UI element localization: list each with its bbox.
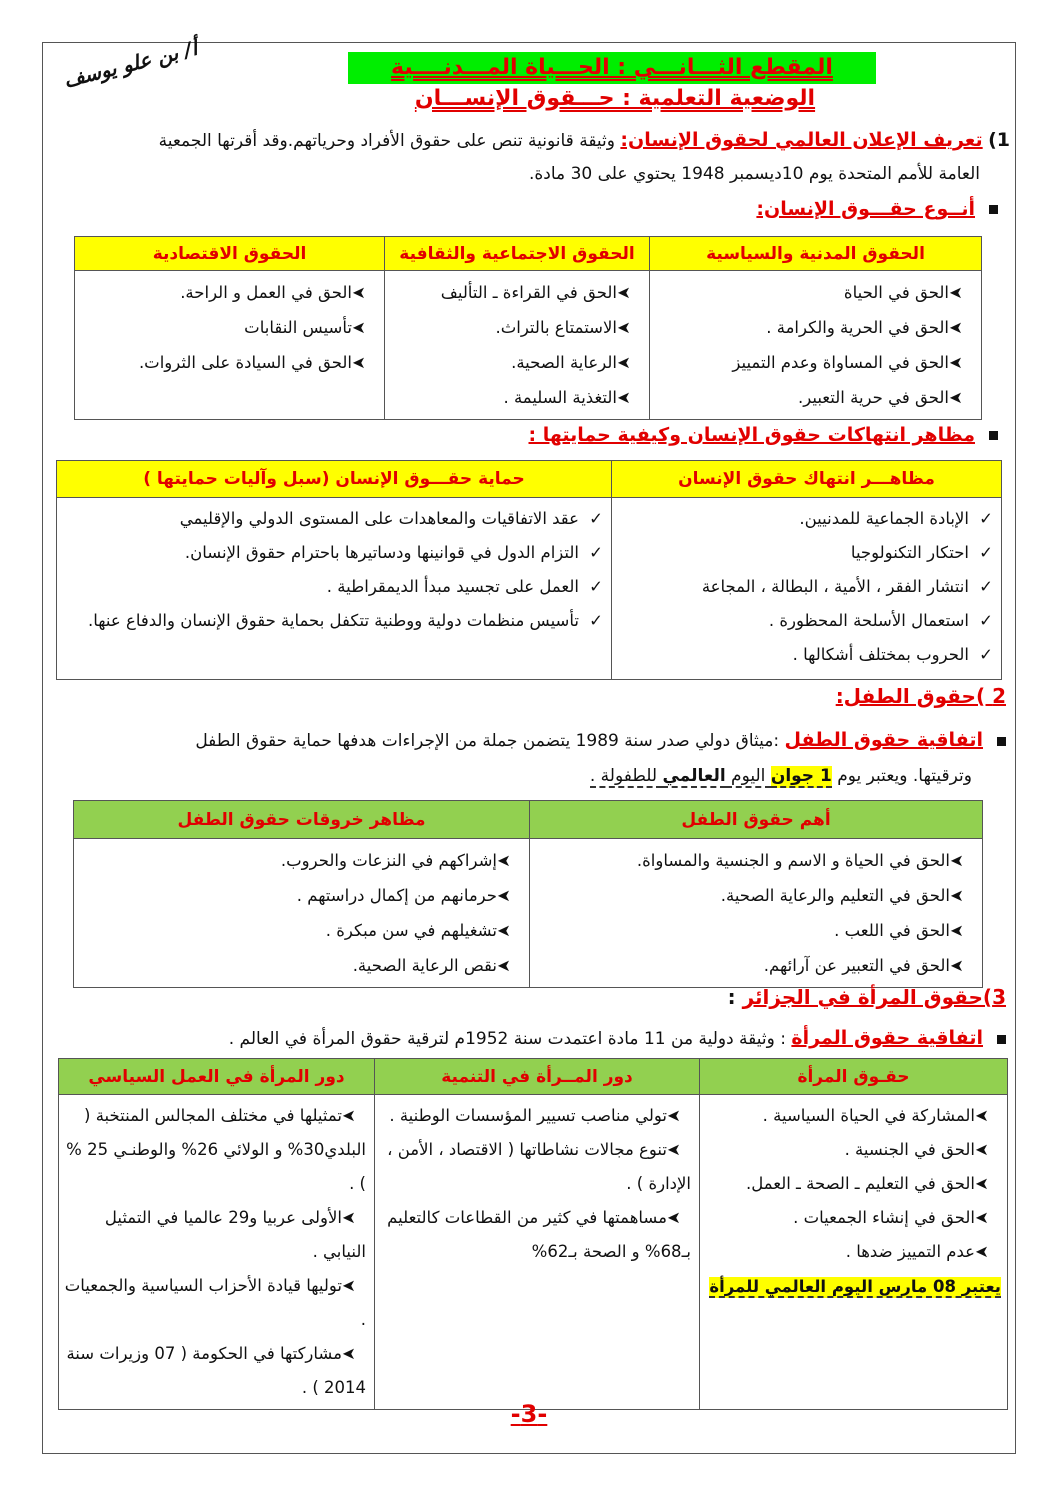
list-item bbox=[654, 345, 973, 380]
list-item bbox=[534, 948, 974, 983]
list-item-text: الحق في المساواة وعدم التمييز bbox=[732, 353, 949, 372]
list-item-text: الحق في الحرية والكرامة . bbox=[766, 318, 949, 337]
arrow-bullet-icon: ➤ bbox=[975, 1242, 989, 1261]
violations-table bbox=[56, 460, 1002, 680]
list-item bbox=[654, 380, 973, 415]
child-day-date: 1 جوان bbox=[770, 766, 832, 786]
child-day-text bbox=[590, 758, 972, 794]
col-header: الحقوق الاقتصادية bbox=[75, 237, 385, 271]
text: اليوم bbox=[725, 766, 771, 786]
list-item bbox=[379, 1099, 691, 1133]
definition-text-line2: العامة للأمم المتحدة يوم 10ديسمبر 1948 يحتوي على 30 مادة. bbox=[529, 164, 980, 184]
arrow-bullet-icon: ➤ bbox=[949, 353, 963, 372]
list-item-text: الأولى عربيا و29 عالميا في التمثيل النيابي . bbox=[104, 1208, 366, 1261]
check-icon: ✓ bbox=[979, 645, 993, 664]
col-header: دور المــرأة في التنمية bbox=[375, 1059, 700, 1095]
list-item-text: نقص الرعاية الصحية. bbox=[352, 956, 497, 975]
arrow-bullet-icon: ➤ bbox=[975, 1174, 989, 1193]
list-item-text: حرمانهم من إكمال دراستهم . bbox=[296, 886, 497, 905]
definition-term: تعريف الإعلان العالمي لحقوق الإنسان: bbox=[620, 129, 983, 151]
list-item-text: الحق في الحياة و الاسم و الجنسية والمساواة. bbox=[636, 851, 950, 870]
col-header: حقـوق المرأة bbox=[700, 1059, 1008, 1095]
list-item-text: عقد الاتفاقيات والمعاهدات على المستوى الدولي والإقليمي bbox=[179, 509, 579, 528]
list-item bbox=[78, 878, 521, 913]
list-item bbox=[78, 843, 521, 878]
list-item bbox=[379, 1201, 691, 1269]
check-icon: ✓ bbox=[979, 611, 993, 630]
list-item-text: الاستمتاع بالتراث. bbox=[495, 318, 617, 337]
text: : bbox=[727, 985, 743, 1009]
list-item bbox=[704, 1235, 999, 1269]
list-item bbox=[379, 1133, 691, 1201]
list-item bbox=[704, 1133, 999, 1167]
list-item bbox=[704, 1201, 999, 1235]
list-item-text: التغذية السليمة . bbox=[503, 388, 617, 407]
list-item bbox=[61, 604, 603, 638]
list-item bbox=[389, 380, 641, 415]
arrow-bullet-icon: ➤ bbox=[617, 388, 631, 407]
section-3-heading bbox=[728, 985, 1006, 1009]
list-item-text: الحروب بمختلف أشكالها . bbox=[792, 645, 969, 664]
arrow-bullet-icon: ➤ bbox=[617, 283, 631, 302]
arrow-bullet-icon: ➤ bbox=[949, 318, 963, 337]
list-item bbox=[63, 1269, 366, 1337]
arrow-bullet-icon: ➤ bbox=[950, 886, 964, 905]
list-item bbox=[79, 345, 376, 380]
text: : وثيقة دولية من 11 مادة اعتمدت سنة 1952م لترقية حقوق المرأة في العالم . bbox=[228, 1029, 792, 1049]
list-item-text: الحق في اللعب . bbox=[834, 921, 950, 940]
list-item-text: الرعاية الصحية. bbox=[511, 353, 617, 372]
text: للطفولة . bbox=[589, 766, 663, 786]
violations-heading-text: مظاهر انتهاكات حقوق الإنسان وكيفية حمايتها : bbox=[528, 424, 975, 446]
text: وترقيتها. ويعتبر يوم bbox=[831, 766, 972, 786]
list-item bbox=[79, 275, 376, 310]
list-item-text: الحق في إنشاء الجمعيات . bbox=[793, 1208, 975, 1227]
col-header: دور المرأة في العمل السياسي bbox=[59, 1059, 375, 1095]
list-item-text: الحق في القراءة ـ التأليف bbox=[440, 283, 617, 302]
list-item-text: الحق في الجنسية . bbox=[844, 1140, 975, 1159]
child-rights-table bbox=[73, 800, 983, 988]
section-number: 1) bbox=[988, 129, 1010, 151]
list-item-text: الحق في العمل و الراحة. bbox=[180, 283, 352, 302]
list-item bbox=[389, 345, 641, 380]
list-item bbox=[704, 1099, 999, 1133]
arrow-bullet-icon: ➤ bbox=[975, 1140, 989, 1159]
list-item bbox=[63, 1337, 366, 1405]
list-item bbox=[704, 1167, 999, 1201]
arrow-bullet-icon: ➤ bbox=[352, 353, 366, 372]
list-item-text: إشراكهم في النزعات والحروب. bbox=[280, 851, 497, 870]
arrow-bullet-icon: ➤ bbox=[950, 851, 964, 870]
list-item bbox=[654, 310, 973, 345]
arrow-bullet-icon: ➤ bbox=[617, 353, 631, 372]
list-item bbox=[61, 570, 603, 604]
list-item bbox=[78, 913, 521, 948]
arrow-bullet-icon: ➤ bbox=[342, 1106, 356, 1125]
check-icon: ✓ bbox=[979, 509, 993, 528]
list-item bbox=[61, 536, 603, 570]
arrow-bullet-icon: ➤ bbox=[975, 1208, 989, 1227]
check-icon: ✓ bbox=[589, 543, 603, 562]
list-item bbox=[63, 1201, 366, 1269]
list-item bbox=[616, 536, 993, 570]
list-item bbox=[389, 275, 641, 310]
arrow-bullet-icon: ➤ bbox=[667, 1140, 681, 1159]
col-header: مظاهـــر انتهاك حقوق الإنسان bbox=[612, 461, 1002, 498]
list-item bbox=[63, 1099, 366, 1201]
list-item-text: تشغيلهم في سن مبكرة . bbox=[325, 921, 497, 940]
arrow-bullet-icon: ➤ bbox=[497, 921, 511, 940]
check-icon: ✓ bbox=[589, 577, 603, 596]
list-item-text: الحق في الحياة bbox=[843, 283, 949, 302]
check-icon: ✓ bbox=[979, 543, 993, 562]
col-header: مظاهر خروقات حقوق الطفل bbox=[74, 801, 530, 839]
list-item bbox=[616, 502, 993, 536]
bullet-icon bbox=[989, 431, 998, 440]
bullet-icon bbox=[989, 205, 998, 214]
arrow-bullet-icon: ➤ bbox=[352, 318, 366, 337]
women-day-note: يعتبر 08 مارس اليوم العالمي للمرأة bbox=[709, 1277, 1001, 1296]
arrow-bullet-icon: ➤ bbox=[352, 283, 366, 302]
text: :ميثاق دولي صدر سنة 1989 يتضمن جملة من الإجراءات هدفها حماية حقوق الطفل bbox=[195, 731, 785, 751]
section-2-heading: 2 )حقوق الطفل: bbox=[835, 684, 1006, 708]
list-item-text: مشاركتها في الحكومة ( 07 وزيرات سنة 2014 ) . bbox=[66, 1344, 366, 1397]
women-convention-term: اتفاقية حقوق المرأة bbox=[791, 1027, 983, 1049]
list-item bbox=[389, 310, 641, 345]
list-item-text: عدم التمييز ضدها . bbox=[845, 1242, 975, 1261]
arrow-bullet-icon: ➤ bbox=[949, 388, 963, 407]
arrow-bullet-icon: ➤ bbox=[617, 318, 631, 337]
arrow-bullet-icon: ➤ bbox=[950, 921, 964, 940]
col-header: حماية حقـــوق الإنسان (سبل وآليات حمايتها ) bbox=[57, 461, 612, 498]
types-heading bbox=[756, 198, 998, 220]
list-item-text: انتشار الفقر ، الأمية ، البطالة ، المجاعة bbox=[701, 577, 969, 596]
list-item-text: الحق في التعليم ـ الصحة ـ العمل. bbox=[745, 1174, 975, 1193]
list-item bbox=[616, 604, 993, 638]
arrow-bullet-icon: ➤ bbox=[975, 1106, 989, 1125]
arrow-bullet-icon: ➤ bbox=[950, 956, 964, 975]
col-header: الحقوق الاجتماعية والثقافية bbox=[385, 237, 650, 271]
section-3-heading-text: 3)حقوق المرأة في الجزائر bbox=[742, 985, 1006, 1009]
list-item-text: الحق في السيادة على الثروات. bbox=[138, 353, 352, 372]
list-item bbox=[534, 913, 974, 948]
rights-types-table bbox=[74, 236, 982, 420]
list-item-text: الحق في التعليم والرعاية الصحية. bbox=[720, 886, 950, 905]
section-1-definition bbox=[50, 122, 1010, 159]
page-number: -3- bbox=[510, 1400, 548, 1428]
list-item-text: تأسيس النقابات bbox=[244, 318, 352, 337]
list-item-text: مساهمتها في كثير من القطاعات كالتعليم بـ68% و الصحة بـ62% bbox=[387, 1208, 691, 1261]
child-convention-term: اتفاقية حقوق الطفل bbox=[784, 729, 983, 751]
list-item-text: تمثيلها في مختلف المجالس المنتخبة ( البلدي30% و الولائي 26% والوطنـي 25 % ) . bbox=[66, 1106, 366, 1193]
list-item bbox=[654, 275, 973, 310]
list-item-text: التزام الدول في قوانينها ودساتيرها باحترام حقوق الإنسان. bbox=[184, 543, 579, 562]
list-item bbox=[616, 638, 993, 672]
list-item bbox=[78, 948, 521, 983]
list-item-text: استعمال الأسلحة المحظورة . bbox=[768, 611, 969, 630]
arrow-bullet-icon: ➤ bbox=[342, 1276, 356, 1295]
col-header: أهم حقوق الطفل bbox=[530, 801, 983, 839]
list-item-text: العمل على تجسيد مبدأ الديمقراطية . bbox=[326, 577, 579, 596]
lesson-title: الوضعية التعلمية : حـــقوق الإنســـان bbox=[414, 86, 816, 111]
arrow-bullet-icon: ➤ bbox=[342, 1344, 356, 1363]
unit-title: المقطع الثـــانـــي : الحـــياة المـــدنــــية bbox=[348, 52, 876, 84]
arrow-bullet-icon: ➤ bbox=[497, 956, 511, 975]
list-item-text: المشاركة في الحياة السياسية . bbox=[762, 1106, 975, 1125]
author-signature: أ/ بن علو يوسف bbox=[61, 35, 200, 93]
check-icon: ✓ bbox=[589, 611, 603, 630]
col-header: الحقوق المدنية والسياسية bbox=[650, 237, 982, 271]
arrow-bullet-icon: ➤ bbox=[342, 1208, 356, 1227]
list-item-text: احتكار التكنولوجيا bbox=[850, 543, 969, 562]
check-icon: ✓ bbox=[979, 577, 993, 596]
list-item bbox=[79, 310, 376, 345]
list-item-text: الإبادة الجماعية للمدنيين. bbox=[799, 509, 969, 528]
list-item-text: تنوع مجالات نشاطاتها ( الاقتصاد ، الأمن ، الإدارة ) . bbox=[387, 1140, 691, 1193]
definition-text: وثيقة قانونية تنص على حقوق الأفراد وحرياتهم.وقد أقرتها الجمعية bbox=[158, 131, 621, 151]
arrow-bullet-icon: ➤ bbox=[949, 283, 963, 302]
list-item bbox=[616, 570, 993, 604]
check-icon: ✓ bbox=[589, 509, 603, 528]
arrow-bullet-icon: ➤ bbox=[667, 1106, 681, 1125]
list-item-text: الحق في حرية التعبير. bbox=[798, 388, 949, 407]
list-item-text: توليها قيادة الأحزاب السياسية والجمعيات . bbox=[64, 1276, 366, 1329]
list-item bbox=[61, 502, 603, 536]
text: العالمي bbox=[662, 766, 726, 786]
list-item-text: تولي مناصب تسيير المؤسسات الوطنية . bbox=[389, 1106, 667, 1125]
child-convention-text bbox=[76, 722, 1006, 759]
list-item-text: الحق في التعبير عن آرائهم. bbox=[763, 956, 950, 975]
women-rights-table bbox=[58, 1058, 1008, 1410]
bullet-icon bbox=[997, 1035, 1006, 1044]
bullet-icon bbox=[997, 737, 1006, 746]
types-heading-text: أنــوع حقـــوق الإنسان: bbox=[756, 198, 975, 220]
arrow-bullet-icon: ➤ bbox=[667, 1208, 681, 1227]
list-item-text: تأسيس منظمات دولية ووطنية تتكفل بحماية حقوق الإنسان والدفاع عنها. bbox=[88, 611, 579, 630]
list-item bbox=[534, 843, 974, 878]
women-convention-text bbox=[76, 1020, 1006, 1057]
arrow-bullet-icon: ➤ bbox=[497, 851, 511, 870]
list-item bbox=[534, 878, 974, 913]
violations-heading bbox=[529, 424, 999, 446]
arrow-bullet-icon: ➤ bbox=[497, 886, 511, 905]
